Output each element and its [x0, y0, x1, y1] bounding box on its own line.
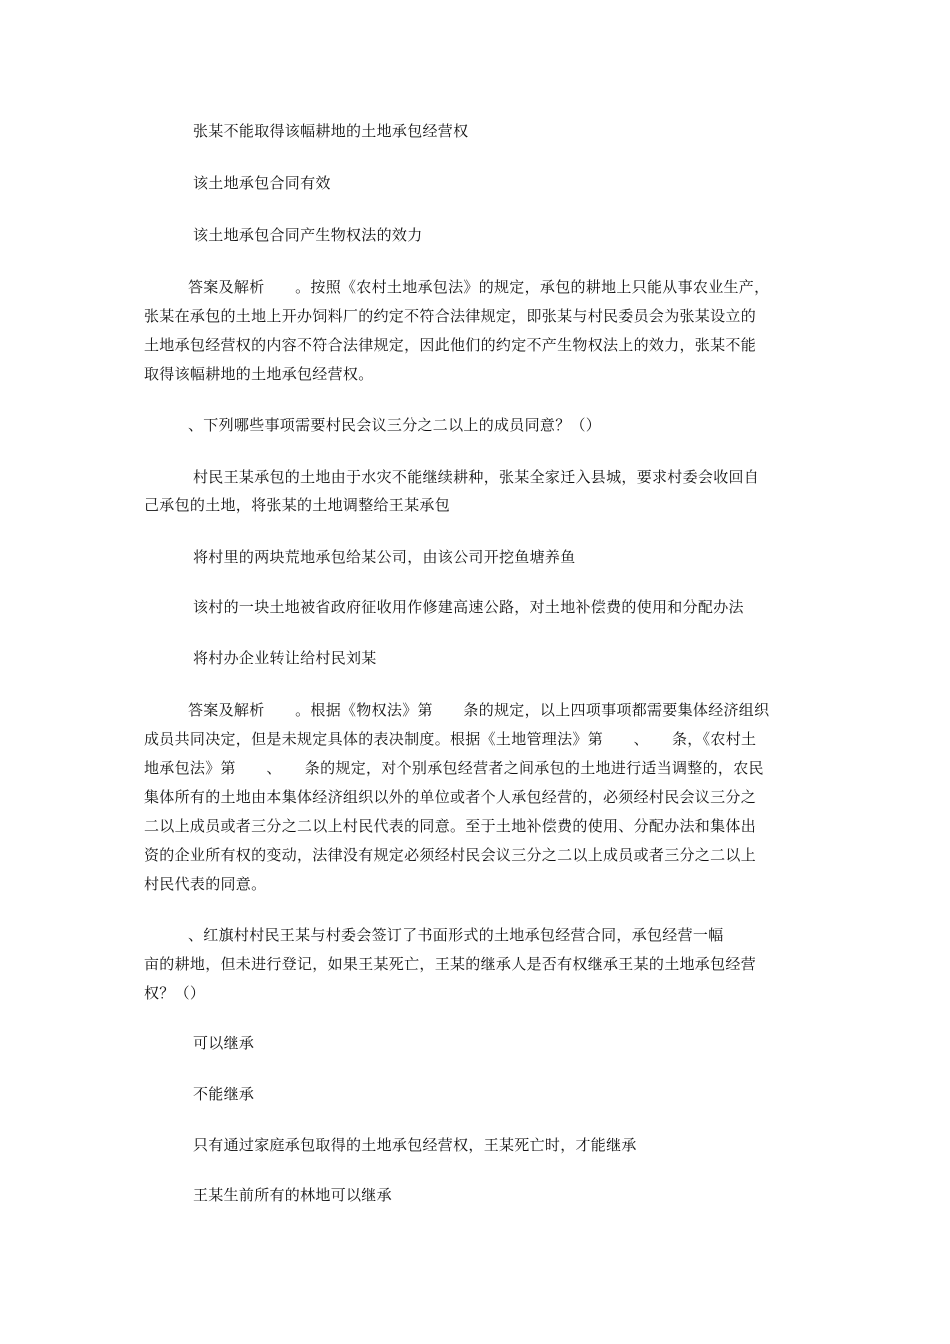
- q1-option-c: 该土地承包合同产生物权法的效力: [193, 226, 423, 244]
- q2-answer-line-4: 集体所有的土地由本集体经济组织以外的单位或者个人承包经营的，必须经村民会议三分之: [144, 788, 757, 806]
- q2-option-b: 将村里的两块荒地承包给某公司，由该公司开挖鱼塘养鱼: [193, 548, 576, 566]
- q1-option-b: 该土地承包合同有效: [193, 174, 331, 192]
- q1-answer-line-4: 取得该幅耕地的土地承包经营权。: [144, 365, 374, 383]
- q2-question: 、下列哪些事项需要村民会议三分之二以上的成员同意？（）: [188, 416, 602, 434]
- q2-answer-line-3: 地承包法》第 、 条的规定，对个别承包经营者之间承包的土地进行适当调整的，农民: [144, 759, 764, 777]
- q2-answer-line-2: 成员共同决定，但是未规定具体的表决制度。根据《土地管理法》第 、 条，《农村土: [144, 730, 757, 748]
- q2-option-c: 该村的一块土地被省政府征收用作修建高速公路，对土地补偿费的使用和分配办法: [193, 598, 744, 616]
- q3-option-b: 不能继承: [193, 1085, 255, 1103]
- q1-answer-line-1: 答案及解析 。按照《农村土地承包法》的规定，承包的耕地上只能从事农业生产，: [188, 278, 770, 296]
- q3-option-d: 王某生前所有的林地可以继承: [193, 1186, 392, 1204]
- q3-option-c: 只有通过家庭承包取得的土地承包经营权，王某死亡时，才能继承: [193, 1136, 637, 1154]
- q1-answer-line-2: 张某在承包的土地上开办饲料厂的约定不符合法律规定，即张某与村民委员会为张某设立的: [144, 307, 757, 325]
- q2-answer-line-6: 资的企业所有权的变动，法律没有规定必须经村民会议三分之二以上成员或者三分之二以上: [144, 846, 757, 864]
- q3-question-line-2: 亩的耕地，但未进行登记，如果王某死亡，王某的继承人是否有权继承王某的土地承包经营: [144, 955, 757, 973]
- q2-option-d: 将村办企业转让给村民刘某: [193, 649, 377, 667]
- q2-answer-line-5: 二以上成员或者三分之二以上村民代表的同意。至于土地补偿费的使用、分配办法和集体出: [144, 817, 757, 835]
- q1-option-a: 张某不能取得该幅耕地的土地承包经营权: [193, 122, 469, 140]
- q3-option-a: 可以继承: [193, 1034, 255, 1052]
- q2-answer-line-7: 村民代表的同意。: [144, 875, 267, 893]
- q3-question-line-3: 权？（）: [144, 984, 206, 1002]
- q1-answer-line-3: 土地承包经营权的内容不符合法律规定，因此他们的约定不产生物权法上的效力，张某不能: [144, 336, 757, 354]
- q2-option-a-line-1: 村民王某承包的土地由于水灾不能继续耕种，张某全家迁入县城，要求村委会收回自: [193, 468, 760, 486]
- q2-option-a-line-2: 己承包的土地，将张某的土地调整给王某承包: [144, 496, 451, 514]
- q2-answer-line-1: 答案及解析 。根据《物权法》第 条的规定，以上四项事项都需要集体经济组织: [188, 701, 770, 719]
- q3-question-line-1: 、红旗村村民王某与村委会签订了书面形式的土地承包经营合同，承包经营一幅: [188, 926, 724, 944]
